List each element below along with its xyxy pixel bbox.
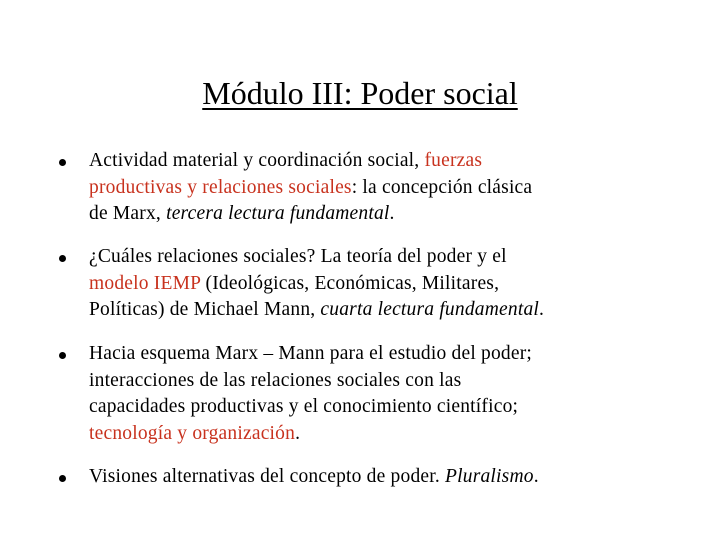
text-span: . — [539, 299, 545, 320]
text-span: interacciones de las relaciones sociales con las — [89, 369, 462, 391]
bullet-text — [89, 148, 689, 228]
bullet-line — [89, 201, 689, 228]
text-span: : la concepción clásica — [351, 176, 533, 198]
bullet-text — [89, 244, 689, 324]
text-span: . — [389, 203, 395, 224]
text-span: . — [533, 466, 539, 487]
bullet-line — [89, 271, 689, 298]
bullet-text — [89, 341, 689, 447]
italic-text: Pluralismo — [445, 466, 534, 487]
text-span: Políticas) de Michael Mann, — [89, 299, 321, 320]
text-span: (Ideológicas, Económicas, Militares, — [200, 272, 500, 294]
bullet-line — [89, 368, 689, 395]
text-span: . — [295, 422, 301, 444]
text-span: Hacia esquema Marx – Mann para el estudio del poder; — [89, 343, 533, 364]
bullet-icon — [59, 352, 66, 359]
italic-text: tercera lectura fundamental — [166, 203, 390, 224]
bullet-line — [89, 297, 689, 324]
bullet-text — [89, 464, 689, 491]
text-span: Visiones alternativas del concepto de poder. — [89, 466, 446, 487]
text-span: capacidades productivas y el conocimiento científico; — [89, 396, 519, 417]
bullet-line — [89, 421, 689, 448]
highlighted-text: productivas y relaciones sociales — [89, 176, 352, 198]
highlighted-text: fuerzas — [424, 150, 483, 171]
text-span: de Marx, — [89, 203, 167, 224]
text-span: ¿Cuáles relaciones sociales? La teoría del poder y el — [89, 246, 507, 267]
bullet-line — [89, 175, 689, 202]
bullet-line — [89, 244, 689, 271]
bullet-icon — [59, 475, 66, 482]
text-span: Actividad material y coordinación social, — [89, 150, 425, 171]
bullet-line — [89, 341, 689, 368]
slide-title: Módulo III: Poder social — [202, 75, 518, 111]
highlighted-text: tecnología y organización — [89, 422, 296, 444]
bullet-line — [89, 464, 689, 491]
bullet-icon — [59, 255, 66, 262]
italic-text: cuarta lectura fundamental — [320, 299, 540, 320]
bullet-line — [89, 394, 689, 421]
bullet-line — [89, 148, 689, 175]
highlighted-text: modelo IEMP — [89, 272, 201, 294]
bullet-icon — [59, 159, 66, 166]
